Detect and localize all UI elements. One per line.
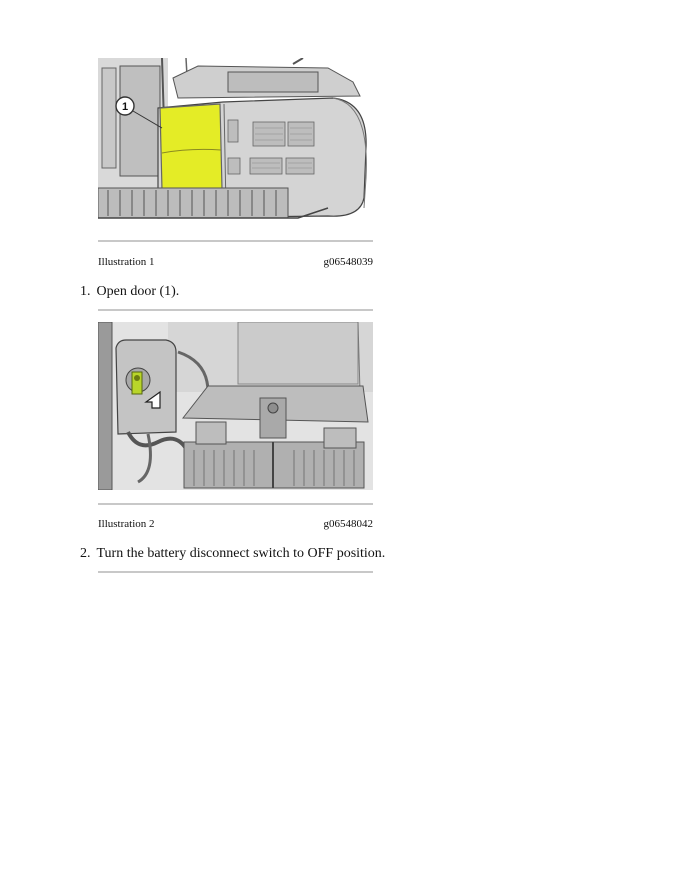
divider bbox=[98, 503, 373, 505]
machine-compartment-drawing bbox=[98, 58, 373, 230]
divider bbox=[98, 240, 373, 242]
illustration-2-caption-row bbox=[98, 518, 373, 530]
step-2 bbox=[80, 546, 385, 562]
illustration-1-image bbox=[98, 58, 373, 230]
divider bbox=[98, 309, 373, 311]
illustration-caption: Illustration 1 bbox=[98, 256, 155, 268]
illustration-image-id: g06548042 bbox=[323, 518, 373, 530]
highlighted-door bbox=[160, 104, 222, 190]
battery-compartment-drawing bbox=[98, 322, 373, 490]
illustration-2-image bbox=[98, 322, 373, 490]
step-text: Open door (1). bbox=[96, 284, 180, 299]
step-number: 1. bbox=[80, 284, 91, 299]
divider bbox=[98, 571, 373, 573]
illustration-caption: Illustration 2 bbox=[98, 518, 155, 530]
step-text: Turn the battery disconnect switch to OFF position. bbox=[96, 546, 386, 561]
step-1 bbox=[80, 284, 179, 300]
step-number: 2. bbox=[80, 546, 91, 561]
illustration-image-id: g06548039 bbox=[323, 256, 373, 268]
illustration-1-caption-row bbox=[98, 256, 373, 268]
callout-number: 1 bbox=[121, 101, 129, 113]
